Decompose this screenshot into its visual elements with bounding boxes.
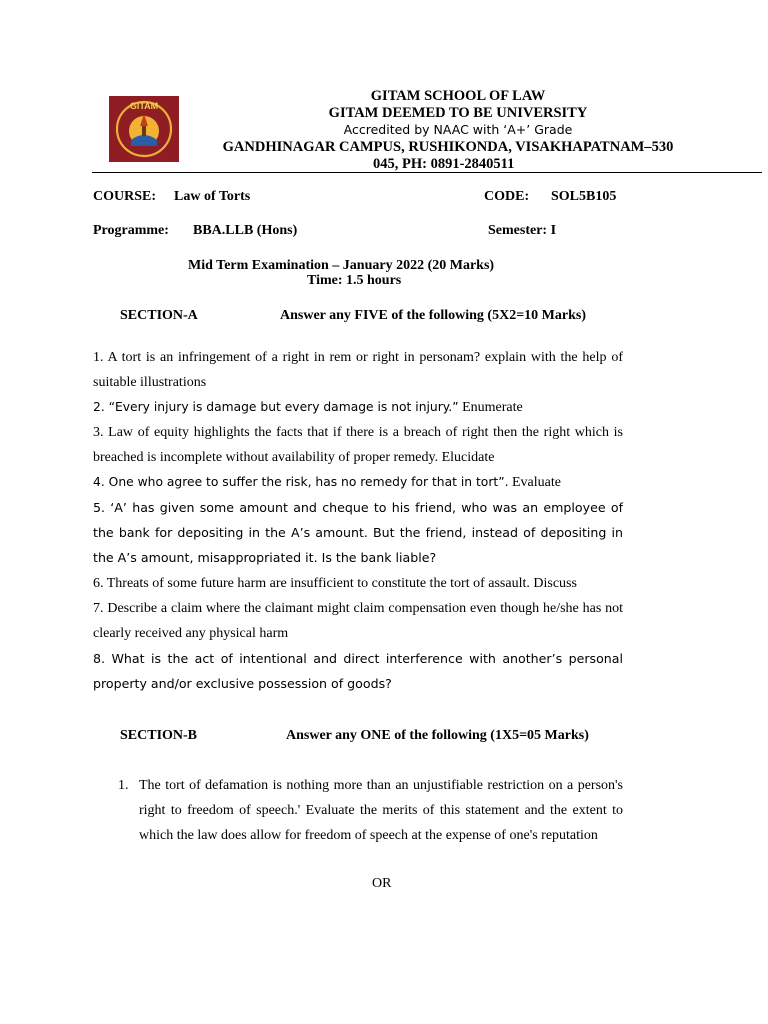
question-a1: 1. A tort is an infringement of a right in rem or right in personam? explain with the help of suitable illustrations: [93, 350, 623, 390]
question-a2: [93, 395, 623, 420]
question-b1: The tort of defamation is nothing more than an unjustifiable restriction on a person's right to freedom of speech.' Evaluate the merits of this statement and the extent to which the law does allow for freedom of speech at the expense of one's reputation: [139, 778, 623, 843]
section-a-instruction: Answer any FIVE of the following (5X2=10 Marks): [280, 308, 586, 323]
school-name: GITAM SCHOOL OF LAW: [370, 88, 546, 104]
university-name: GITAM DEEMED TO BE UNIVERSITY: [328, 105, 588, 121]
question-a6: 6. Threats of some future harm are insufficient to constitute the tort of assault. Discuss: [93, 576, 577, 591]
address-line-1: GANDHINAGAR CAMPUS, RUSHIKONDA, VISAKHAPATNAM–530: [222, 139, 674, 155]
section-a-heading: SECTION-A: [120, 308, 198, 323]
question-a4-verb: Evaluate: [508, 475, 561, 490]
question-a4-quote: 4. One who agree to suffer the risk, has no remedy for that in tort”.: [93, 475, 509, 489]
accreditation: Accredited by NAAC with ‘A+’ Grade: [343, 122, 573, 137]
section-b-heading: SECTION-B: [120, 728, 198, 743]
question-b1-number: 1.: [118, 778, 129, 793]
semester: Semester: I: [488, 223, 557, 238]
header-divider: [92, 172, 762, 173]
code-value: SOL5B105: [551, 189, 617, 204]
section-b-instruction: Answer any ONE of the following (1X5=05 Marks): [286, 728, 589, 743]
exam-title: Mid Term Examination – January 2022 (20 Marks): [188, 258, 495, 273]
university-logo: [109, 96, 179, 162]
logo-text: GITAM: [129, 101, 159, 111]
question-a2-quote: 2. “Every injury is damage but every damage is not injury.”: [93, 400, 459, 414]
question-a4: [93, 470, 623, 495]
address-line-2: 045, PH: 0891-2840511: [373, 156, 515, 172]
question-a7: 7. Describe a claim where the claimant might claim compensation even though he/she has not clearly received any physical harm: [93, 601, 623, 641]
code-label: CODE:: [484, 189, 530, 204]
question-a8: 8. What is the act of intentional and direct interference with another’s personal property and/or exclusive possession of goods?: [93, 651, 623, 691]
question-a3: 3. Law of equity highlights the facts that if there is a breach of right then the right which is breached is incomplete without availability of proper remedy. Elucidate: [93, 425, 623, 465]
course-label: COURSE:: [93, 189, 157, 204]
programme-value: BBA.LLB (Hons): [193, 223, 298, 238]
course-value: Law of Torts: [174, 189, 251, 204]
question-a2-verb: Enumerate: [458, 400, 523, 415]
programme-label: Programme:: [93, 223, 169, 238]
exam-time: Time: 1.5 hours: [307, 273, 402, 288]
or-separator: OR: [372, 876, 392, 891]
gitam-emblem-icon: [109, 96, 179, 162]
question-a5: 5. ‘A’ has given some amount and cheque to his friend, who was an employee of the bank for depositing in the A’s amount. But the friend, instead of depositing in the A’s amount, misappropriated it. Is the bank liable?: [93, 500, 623, 565]
